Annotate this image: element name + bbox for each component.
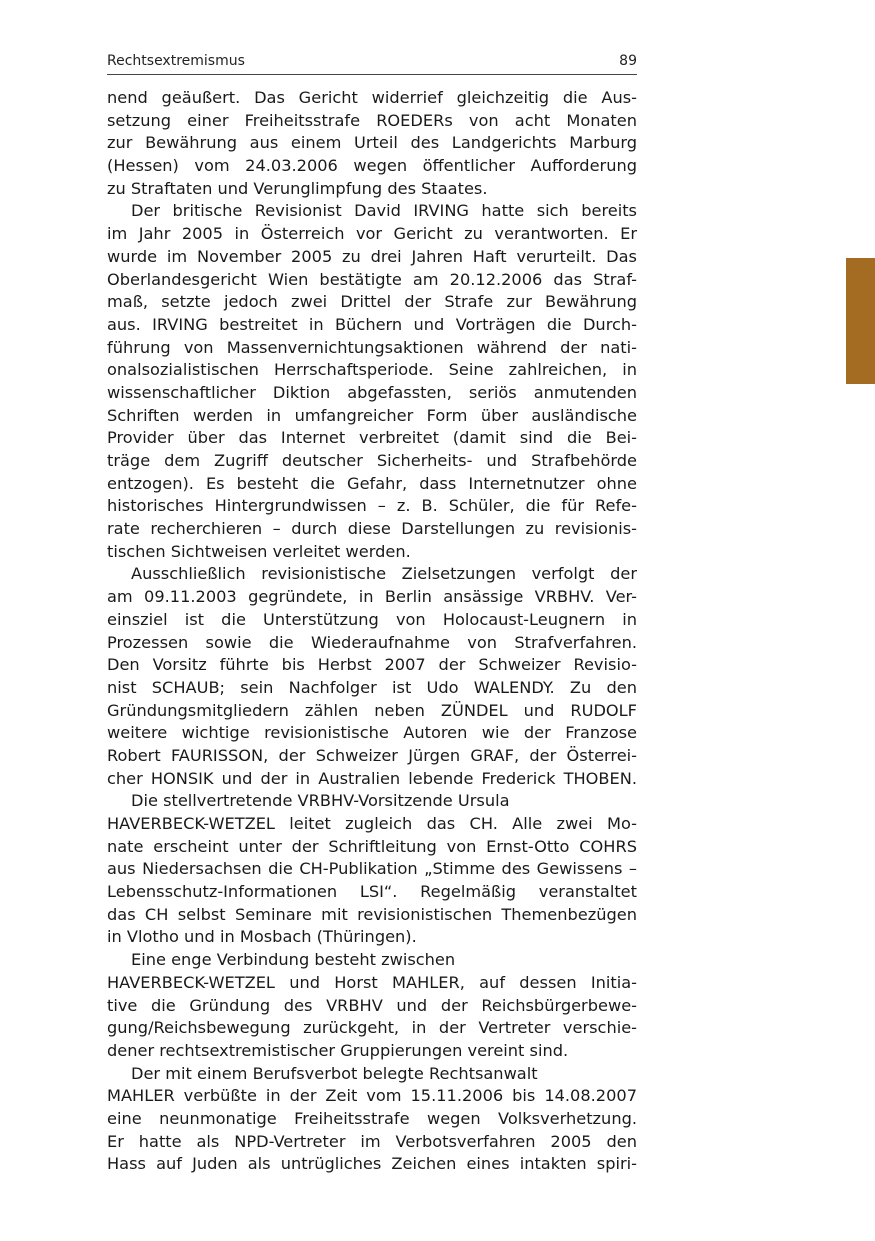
text-line: Robert FAURISSON, der Schweizer Jürgen GRAF, der Österrei- xyxy=(107,745,637,765)
text-line: setzung einer Freiheitsstrafe ROEDERs von acht Monaten xyxy=(107,110,637,130)
text-line: Er hatte als NPD-Vertreter im Verbotsverfahren 2005 den xyxy=(107,1131,637,1151)
text-line: weitere wichtige revisionistische Autoren wie der Franzose xyxy=(107,723,637,743)
text-line: wurde im November 2005 zu drei Jahren Haft verurteilt. Das xyxy=(107,246,637,266)
text-line: Schriften werden in umfangreicher Form über ausländische xyxy=(107,405,637,425)
text-line: am 09.11.2003 gegründete, in Berlin ansässige VRBHV. Ver- xyxy=(107,587,637,607)
text-line: in Vlotho und in Mosbach (Thüringen). xyxy=(107,927,417,947)
text-line: wissenschaftlicher Diktion abgefassten, seriös anmutenden xyxy=(107,382,637,402)
text-line: maß, setzte jedoch zwei Drittel der Strafe zur Bewährung xyxy=(107,292,637,312)
text-line: zur Bewährung aus einem Urteil des Landgerichts Marburg xyxy=(107,133,637,153)
text-line: Provider über das Internet verbreitet (damit sind die Bei- xyxy=(107,428,637,448)
text-line: (Hessen) vom 24.03.2006 wegen öffentlicher Aufforderung xyxy=(107,156,637,176)
text-line: tischen Sichtweisen verleitet werden. xyxy=(107,541,411,561)
page-number: 89 xyxy=(619,53,637,69)
chapter-tab-marker xyxy=(846,258,875,384)
text-line: führung von Massenvernichtungsaktionen während der nati- xyxy=(107,337,637,357)
text-line: aus. IRVING bestreitet in Büchern und Vorträgen die Durch- xyxy=(107,314,637,334)
text-line: gung/Reichsbewegung zurückgeht, in der Vertreter verschie- xyxy=(107,1018,637,1038)
text-line: zu Straftaten und Verunglimpfung des Staates. xyxy=(107,178,488,198)
text-line: rate recherchieren – durch diese Darstellungen zu revisionis- xyxy=(107,519,637,539)
text-line: tive die Gründung des VRBHV und der Reichsbürgerbewe- xyxy=(107,995,637,1015)
text-line: Die stellvertretende VRBHV-Vorsitzende Ursula xyxy=(131,791,510,811)
text-line: dener rechtsextremistischer Gruppierungen vereint sind. xyxy=(107,1040,569,1060)
text-line: im Jahr 2005 in Österreich vor Gericht zu verantworten. Er xyxy=(107,224,637,244)
text-line: einsziel ist die Unterstützung von Holocaust-Leugnern in xyxy=(107,609,637,629)
text-line: das CH selbst Seminare mit revisionistischen Themenbezügen xyxy=(107,904,637,924)
text-line: Der mit einem Berufsverbot belegte Rechtsanwalt xyxy=(131,1063,538,1083)
text-line: historisches Hintergrundwissen – z. B. Schüler, die für Refe- xyxy=(107,496,637,516)
text-line: nist SCHAUB; sein Nachfolger ist Udo WALENDY. Zu den xyxy=(107,677,637,697)
text-line: Gründungsmitgliedern zählen neben ZÜNDEL und RUDOLF xyxy=(107,700,637,720)
text-line: HAVERBECK-WETZEL leitet zugleich das CH. Alle zwei Mo- xyxy=(107,814,637,833)
text-line: Den Vorsitz führte bis Herbst 2007 der Schweizer Revisio- xyxy=(107,655,637,675)
text-line: träge dem Zugriff deutscher Sicherheits- und Strafbehörde xyxy=(107,451,637,470)
text-line: Ausschließlich revisionistische Zielsetzungen verfolgt der xyxy=(131,564,637,584)
text-line: HAVERBECK-WETZEL und Horst MAHLER, auf dessen Initia- xyxy=(107,972,637,992)
text-line: entzogen). Es besteht die Gefahr, dass Internetnutzer ohne xyxy=(107,473,637,493)
text-line: cher HONSIK und der in Australien lebende Frederick THOBEN. xyxy=(107,768,637,788)
text-line: aus Niedersachsen die CH-Publikation „Stimme des Gewissens – xyxy=(107,859,637,879)
text-line: nate erscheint unter der Schriftleitung von Ernst-Otto COHRS xyxy=(107,836,637,856)
text-line: nend geäußert. Das Gericht widerrief gleichzeitig die Aus- xyxy=(107,88,637,107)
text-line: Eine enge Verbindung besteht zwischen xyxy=(131,950,456,970)
text-line: eine neunmonatige Freiheitsstrafe wegen Volksverhetzung. xyxy=(107,1108,637,1128)
text-line: Der britische Revisionist David IRVING hatte sich bereits xyxy=(131,201,637,221)
body-text xyxy=(107,87,637,1176)
running-header-title: Rechtsextremismus xyxy=(107,53,245,69)
running-header xyxy=(107,52,637,75)
text-line: onalsozialistischen Herrschaftsperiode. Seine zahlreichen, in xyxy=(107,360,637,380)
text-line: MAHLER verbüßte in der Zeit vom 15.11.2006 bis 14.08.2007 xyxy=(107,1086,637,1106)
text-line: Oberlandesgericht Wien bestätigte am 20.12.2006 das Straf- xyxy=(107,269,637,289)
text-line: Prozessen sowie die Wiederaufnahme von Strafverfahren. xyxy=(107,632,637,652)
text-line: Lebensschutz-Informationen LSI“. Regelmäßig veranstaltet xyxy=(107,882,637,902)
text-line: Hass auf Juden als untrügliches Zeichen eines intakten spiri- xyxy=(107,1154,637,1174)
